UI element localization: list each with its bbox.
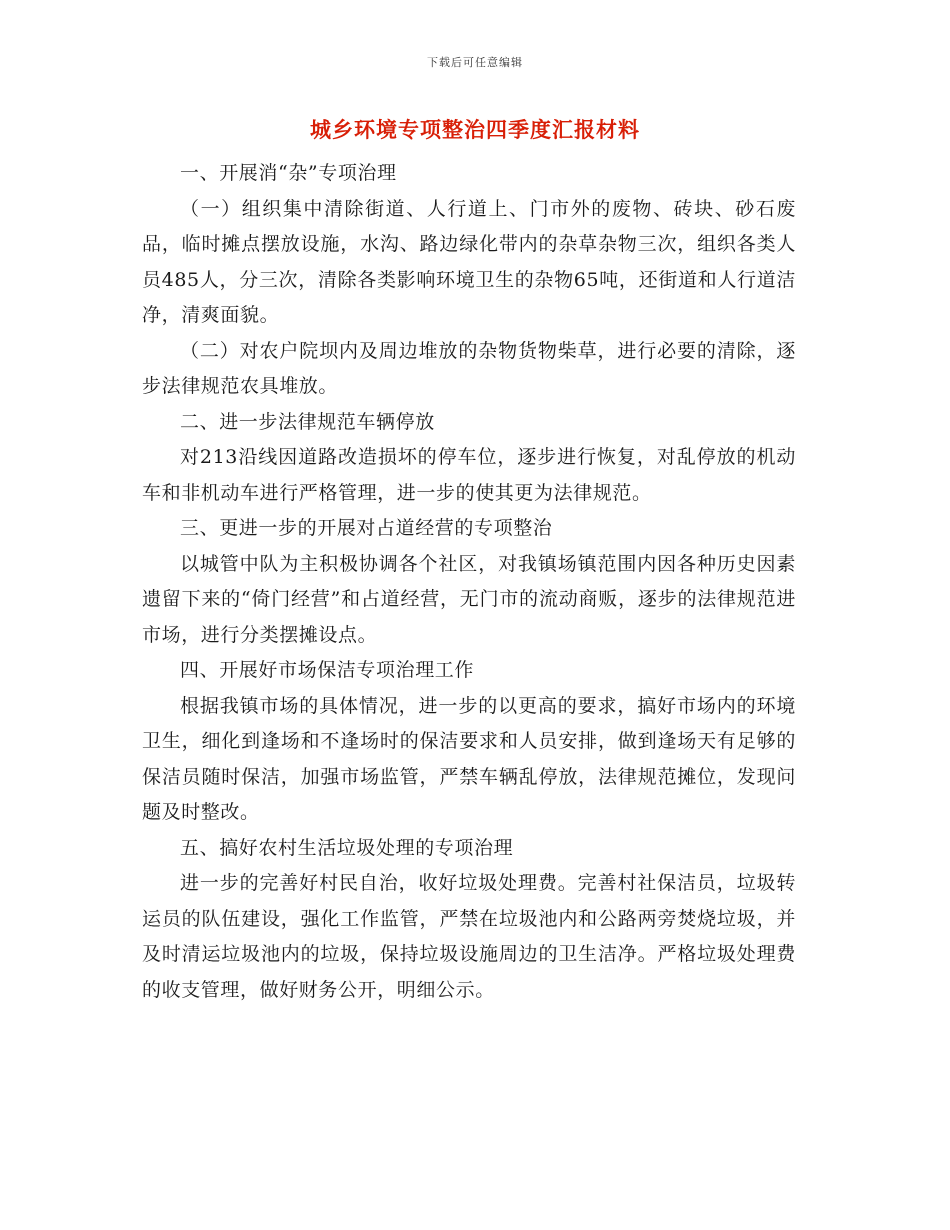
paragraph-1-1: （一）组织集中清除街道、人行道上、门市外的废物、砖块、砂石废品，临时摊点摆放设施，水沟、路边绿化带内的杂草杂物三次，组织各类人员485人，分三次，清除各类影响环境卫生的杂物65吨，还街道和人行道洁净，清爽面貌。: [142, 197, 796, 326]
paragraph-1-2: （二）对农户院坝内及周边堆放的杂物货物柴草，进行必要的清除，逐步法律规范农具堆放。: [142, 339, 796, 397]
section-heading-2: 二、进一步法律规范车辆停放: [180, 410, 435, 433]
section-heading-3: 三、更进一步的开展对占道经营的专项整治: [180, 517, 553, 539]
page-title: 城乡环境专项整治四季度汇报材料: [310, 117, 640, 142]
paragraph-4-1: 根据我镇市场的具体情况，进一步的以更高的要求，搞好市场内的环境卫生，细化到逢场和不逢场时的保洁要求和人员安排，做到逢场天有足够的保洁员随时保洁，加强市场监管，严禁车辆乱停放，法律规范摊位，发现问题及时整改。: [142, 694, 796, 823]
section-heading-1: 一、开展消“杂”专项治理: [180, 162, 397, 184]
section-heading-4: 四、开展好市场保洁专项治理工作: [180, 659, 475, 681]
paragraph-3-1: 以城管中队为主积极协调各个社区，对我镇场镇范围内因各种历史因素遗留下来的“倚门经营”和占道经营，无门市的流动商贩，逐步的法律规范进市场，进行分类摆摊设点。: [142, 552, 796, 646]
paragraph-5-1: 进一步的完善好村民自治，收好垃圾处理费。完善村社保洁员，垃圾转运员的队伍建设，强化工作监管，严禁在垃圾池内和公路两旁焚烧垃圾，并及时清运垃圾池内的垃圾，保持垃圾设施周边的卫生洁净。严格垃圾处理费的收支管理，做好财务公开，明细公示。: [142, 872, 796, 1001]
document-body: [142, 156, 796, 1008]
paragraph-2-1: 对213沿线因道路改造损坏的停车位，逐步进行恢复，对乱停放的机动车和非机动车进行严格管理，进一步的使其更为法律规范。: [142, 446, 796, 504]
section-heading-5: 五、搞好农村生活垃圾处理的专项治理: [180, 836, 514, 859]
header-note: 下载后可任意编辑: [427, 56, 523, 69]
